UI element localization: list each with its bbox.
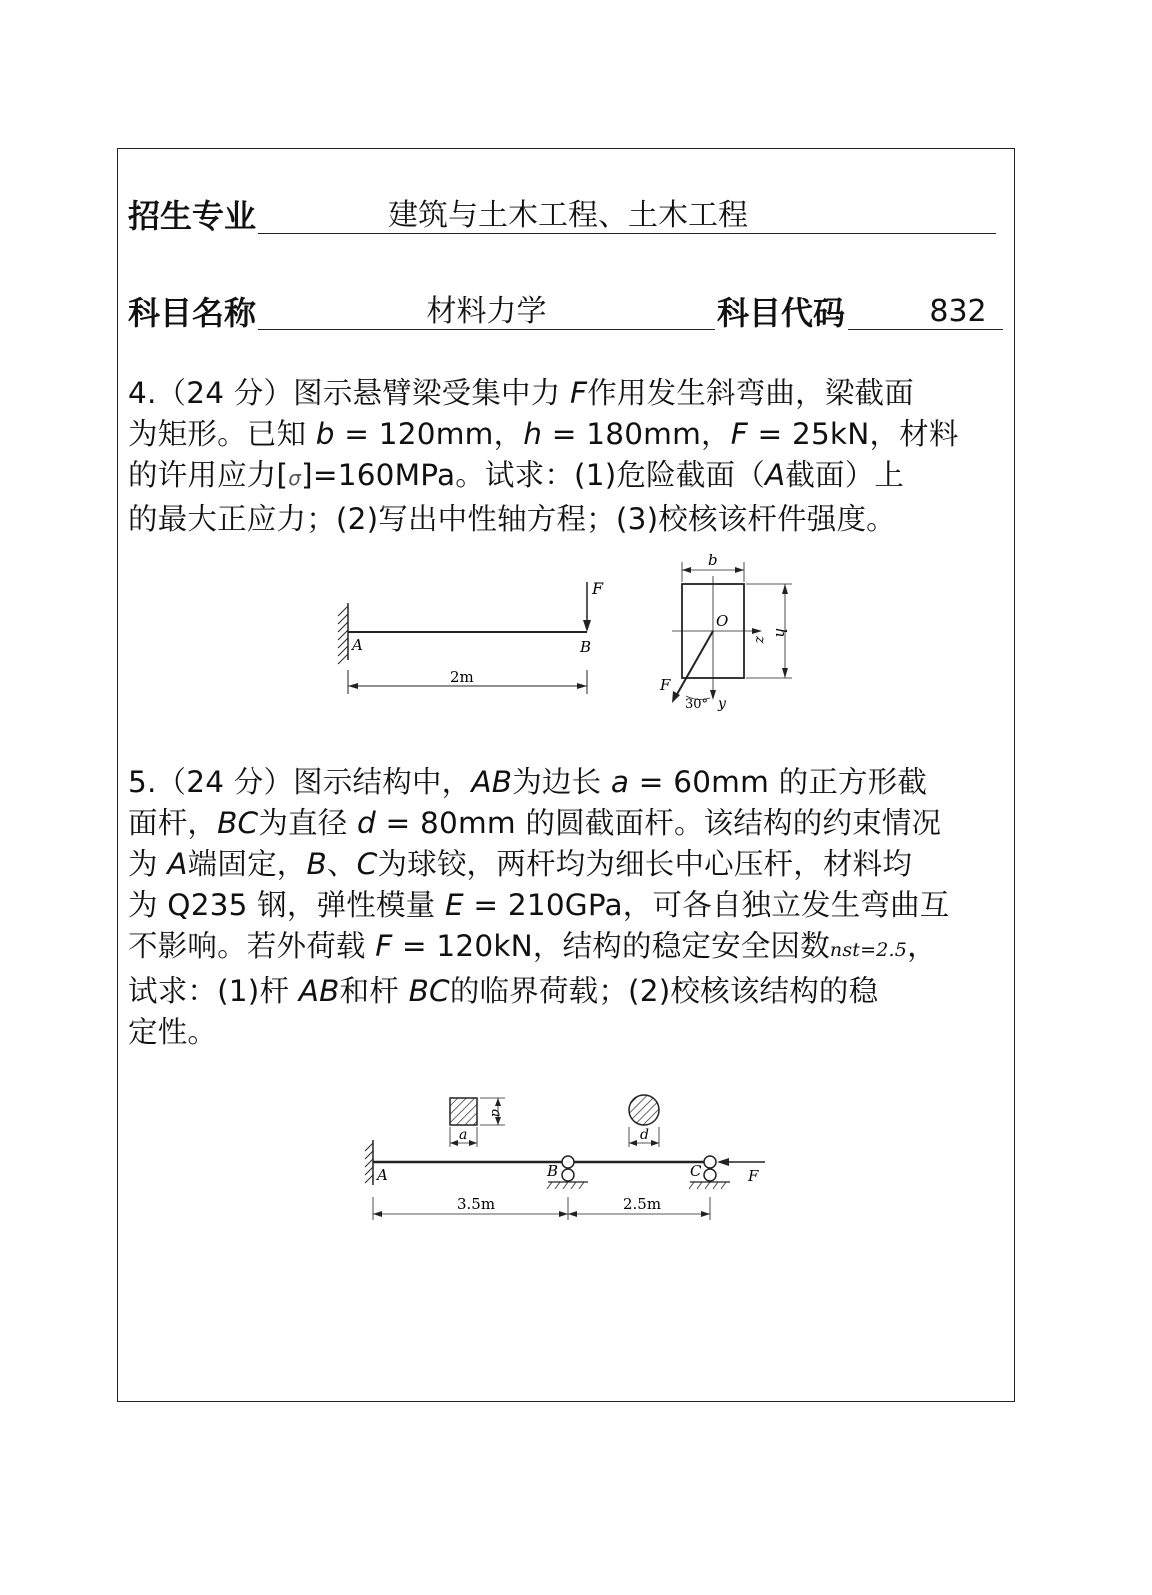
q4-figure — [330, 548, 800, 718]
q4-label-F: F — [592, 579, 604, 598]
q5-label-A: A — [377, 1166, 388, 1184]
q4-label-B: B — [580, 638, 592, 656]
q5-square-section — [450, 1098, 477, 1125]
q4-label-h: h — [772, 628, 790, 638]
q4-label-y: y — [718, 696, 726, 712]
q5-label-F: F — [748, 1167, 759, 1185]
code-value: 832 — [929, 294, 987, 329]
q5-line-6: 试求：(1)杆 AB和杆 BC的临界荷载；(2)校核该结构的稳 — [128, 974, 879, 1008]
question-5 — [128, 762, 1008, 1053]
q4-wall-hatch — [338, 606, 348, 664]
q4-line-3: 的许用应力[σ]=160MPa。试求：(1)危险截面（A截面）上 — [128, 458, 905, 492]
q4-label-A: A — [352, 636, 363, 654]
question-4 — [128, 373, 1008, 540]
q4-label-b: b — [708, 551, 718, 569]
q5-line-3: 为 A端固定，B、C为球铰，两杆均为细长中心压杆，材料均 — [128, 847, 913, 881]
q4-span-label: 2m — [450, 668, 474, 686]
q5-label-B: B — [547, 1162, 559, 1180]
code-label: 科目代码 — [717, 294, 846, 332]
q5-hinge-C — [704, 1156, 716, 1168]
q4-label-F2: F — [660, 676, 671, 694]
subject-value: 材料力学 — [426, 294, 547, 329]
q4-angle: 30° — [685, 697, 709, 712]
q5-line-5: 不影响。若外荷载 F = 120kN，结构的稳定安全因数nst=2.5， — [128, 929, 937, 963]
q5-label-a: a — [459, 1127, 468, 1143]
q5-line-4: 为 Q235 钢，弹性模量 E = 210GPa，可各自独立发生弯曲互 — [128, 888, 950, 922]
subject-label: 科目名称 — [128, 294, 257, 332]
q5-span2-label: 2.5m — [623, 1195, 662, 1213]
q5-line-1: 5.（24 分）图示结构中，AB为边长 a = 60mm 的正方形截 — [128, 765, 928, 799]
major-label: 招生专业 — [128, 197, 257, 235]
major-value: 建筑与土木工程、土木工程 — [388, 198, 748, 233]
q5-line-7: 定性。 — [128, 1015, 218, 1049]
q4-line-4: 的最大正应力；(2)写出中性轴方程；(3)校核该杆件强度。 — [128, 502, 896, 536]
q5-circle-section — [629, 1095, 659, 1125]
q5-span1-label: 3.5m — [457, 1195, 496, 1213]
q5-label-C: C — [690, 1162, 702, 1180]
q5-hinge-B — [562, 1156, 574, 1168]
q5-figure — [360, 1085, 780, 1230]
q5-label-a-side: a — [488, 1109, 504, 1118]
q4-line-1: 4.（24 分）图示悬臂梁受集中力 F作用发生斜弯曲，梁截面 — [128, 376, 914, 410]
q5-wall-hatch — [365, 1143, 373, 1183]
q4-line-2: 为矩形。已知 b = 120mm，h = 180mm，F = 25kN，材料 — [128, 417, 959, 451]
q5-label-d: d — [640, 1127, 649, 1143]
q5-line-2: 面杆，BC为直径 d = 80mm 的圆截面杆。该结构的约束情况 — [128, 806, 942, 840]
safety-factor: nst=2.5 — [829, 939, 908, 961]
q4-label-z: z — [752, 636, 768, 644]
q4-label-O: O — [716, 612, 729, 630]
